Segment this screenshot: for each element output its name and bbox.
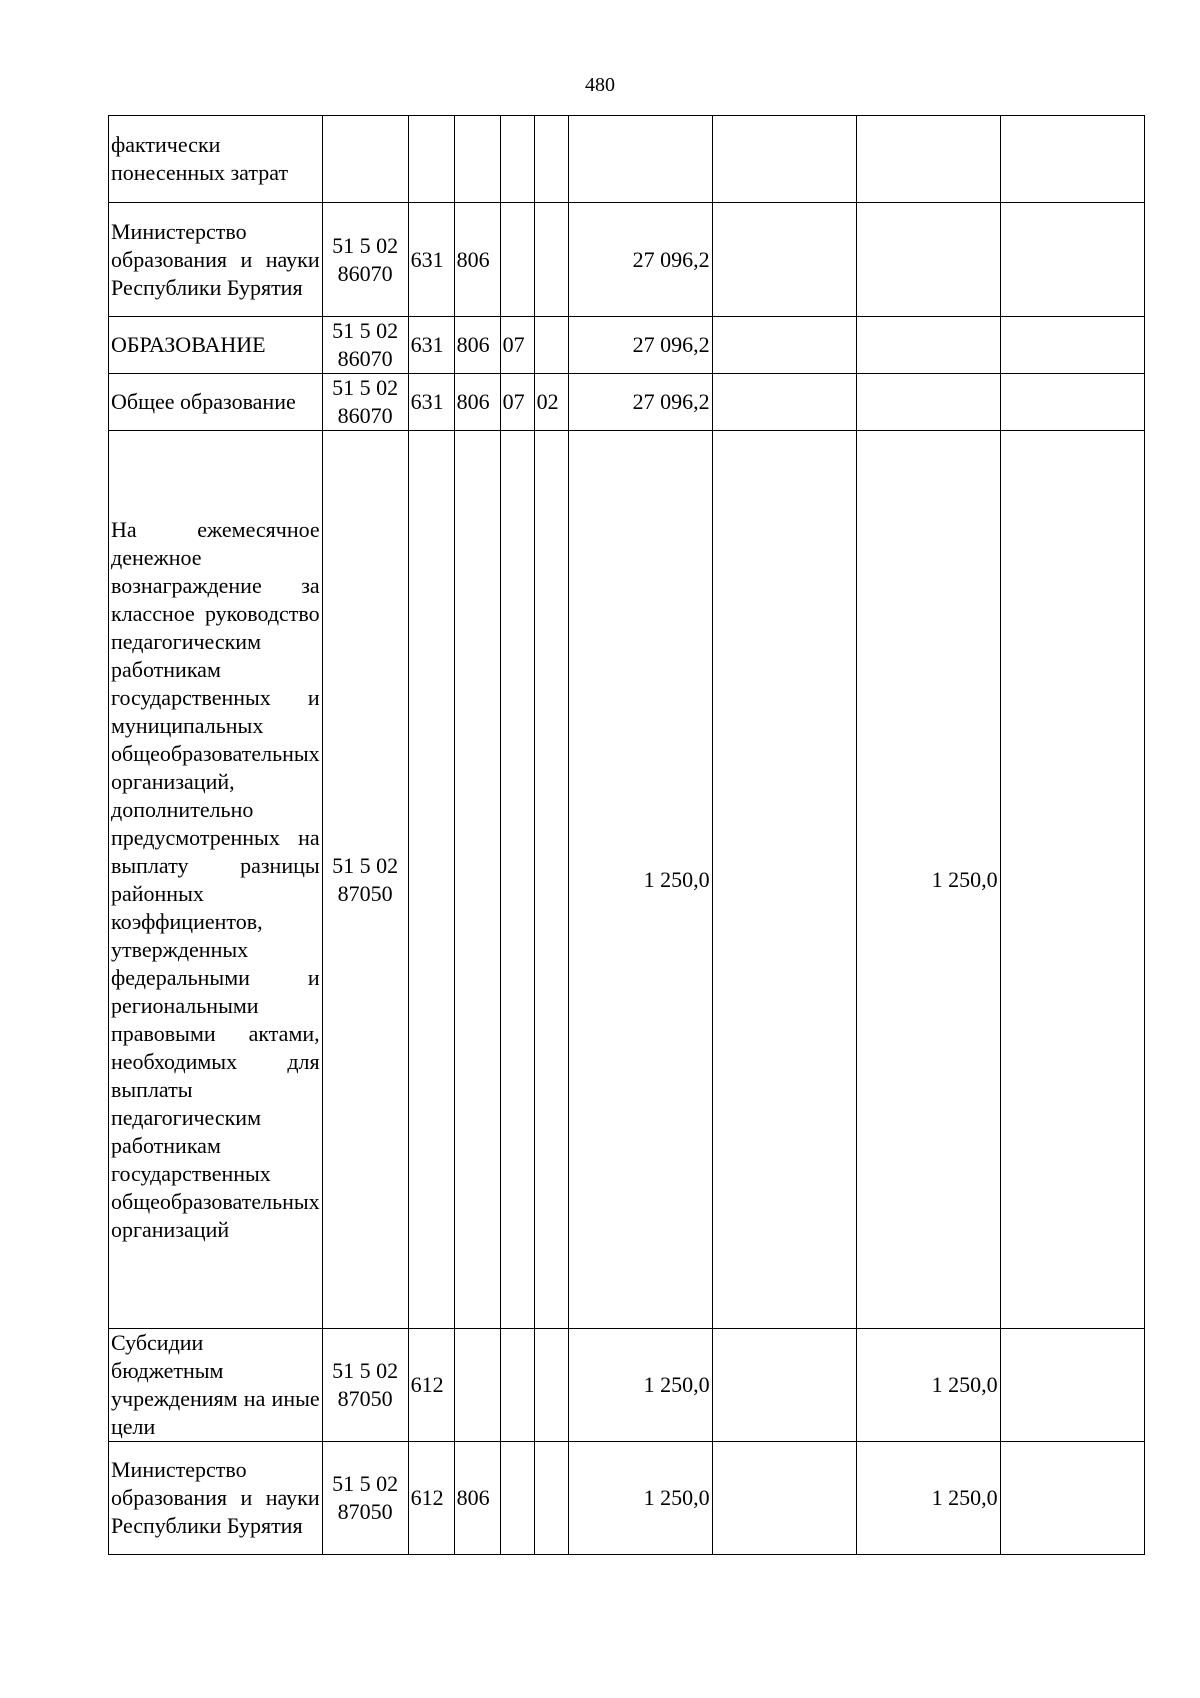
expense-type-code: 631	[408, 317, 454, 374]
table-row	[109, 203, 1145, 317]
table-row	[109, 374, 1145, 431]
table-row	[109, 317, 1145, 374]
amount-cell	[1000, 317, 1144, 374]
department-code: 806	[454, 317, 500, 374]
target-article-code: 51 5 02 86070	[322, 374, 408, 431]
row-description: Министерство образования и науки Республики Бурятия	[109, 1442, 323, 1555]
expense-type-code: 612	[408, 1329, 454, 1442]
amount-cell	[1000, 1442, 1144, 1555]
amount-cell	[1000, 116, 1144, 203]
subsection-code	[534, 1442, 568, 1555]
amount-cell: 1 250,0	[856, 431, 1000, 1329]
amount-cell	[1000, 203, 1144, 317]
row-description: ОБРАЗОВАНИЕ	[109, 317, 323, 374]
section-code	[500, 431, 534, 1329]
table-row	[109, 1329, 1145, 1442]
amount-cell	[712, 116, 856, 203]
table-row	[109, 431, 1145, 1329]
department-code: 806	[454, 203, 500, 317]
section-code	[500, 116, 534, 203]
section-code	[500, 1442, 534, 1555]
department-code	[454, 1329, 500, 1442]
target-article-code	[322, 116, 408, 203]
amount-cell	[856, 116, 1000, 203]
amount-cell: 1 250,0	[568, 431, 712, 1329]
amount-cell	[1000, 431, 1144, 1329]
expense-type-code	[408, 431, 454, 1329]
table-row	[109, 1442, 1145, 1555]
table-row	[109, 116, 1145, 203]
amount-cell: 27 096,2	[568, 203, 712, 317]
row-description: Министерство образования и науки Республики Бурятия	[109, 203, 323, 317]
target-article-code: 51 5 02 87050	[322, 1329, 408, 1442]
department-code	[454, 116, 500, 203]
department-code	[454, 431, 500, 1329]
amount-cell	[712, 1442, 856, 1555]
amount-cell: 27 096,2	[568, 317, 712, 374]
amount-cell	[1000, 374, 1144, 431]
amount-cell	[712, 431, 856, 1329]
target-article-code: 51 5 02 86070	[322, 317, 408, 374]
subsection-code	[534, 1329, 568, 1442]
row-description: На ежемесячное денежное вознаграждение за классное руководство педагогическим работникам государственных и муниципальных общеобразовательных организаций, дополнительно предусмотренных на выплату разницы районных коэффициентов, утвержденных федеральными и региональными правовыми актами, необходимых для выплаты педагогическим работникам государственных общеобразовательных организаций	[109, 431, 323, 1329]
target-article-code: 51 5 02 86070	[322, 203, 408, 317]
subsection-code	[534, 116, 568, 203]
expense-type-code	[408, 116, 454, 203]
subsection-code	[534, 317, 568, 374]
section-code: 07	[500, 317, 534, 374]
amount-cell: 1 250,0	[856, 1442, 1000, 1555]
page-number: 480	[585, 74, 615, 96]
amount-cell	[712, 1329, 856, 1442]
amount-cell	[712, 317, 856, 374]
expense-type-code: 612	[408, 1442, 454, 1555]
subsection-code	[534, 431, 568, 1329]
amount-cell	[712, 203, 856, 317]
department-code: 806	[454, 1442, 500, 1555]
amount-cell: 1 250,0	[856, 1329, 1000, 1442]
target-article-code: 51 5 02 87050	[322, 1442, 408, 1555]
amount-cell	[568, 116, 712, 203]
amount-cell: 1 250,0	[568, 1329, 712, 1442]
row-description: Общее образование	[109, 374, 323, 431]
expense-type-code: 631	[408, 374, 454, 431]
subsection-code	[534, 203, 568, 317]
section-code	[500, 203, 534, 317]
amount-cell	[1000, 1329, 1144, 1442]
expense-type-code: 631	[408, 203, 454, 317]
target-article-code: 51 5 02 87050	[322, 431, 408, 1329]
amount-cell	[712, 374, 856, 431]
amount-cell: 27 096,2	[568, 374, 712, 431]
section-code: 07	[500, 374, 534, 431]
subsection-code: 02	[534, 374, 568, 431]
section-code	[500, 1329, 534, 1442]
amount-cell: 1 250,0	[568, 1442, 712, 1555]
amount-cell	[856, 317, 1000, 374]
department-code: 806	[454, 374, 500, 431]
row-description: Субсидии бюджетным учреждениям на иные цели	[109, 1329, 323, 1442]
row-description: фактически понесенных затрат	[109, 116, 323, 203]
budget-table	[108, 115, 1145, 1555]
amount-cell	[856, 203, 1000, 317]
amount-cell	[856, 374, 1000, 431]
